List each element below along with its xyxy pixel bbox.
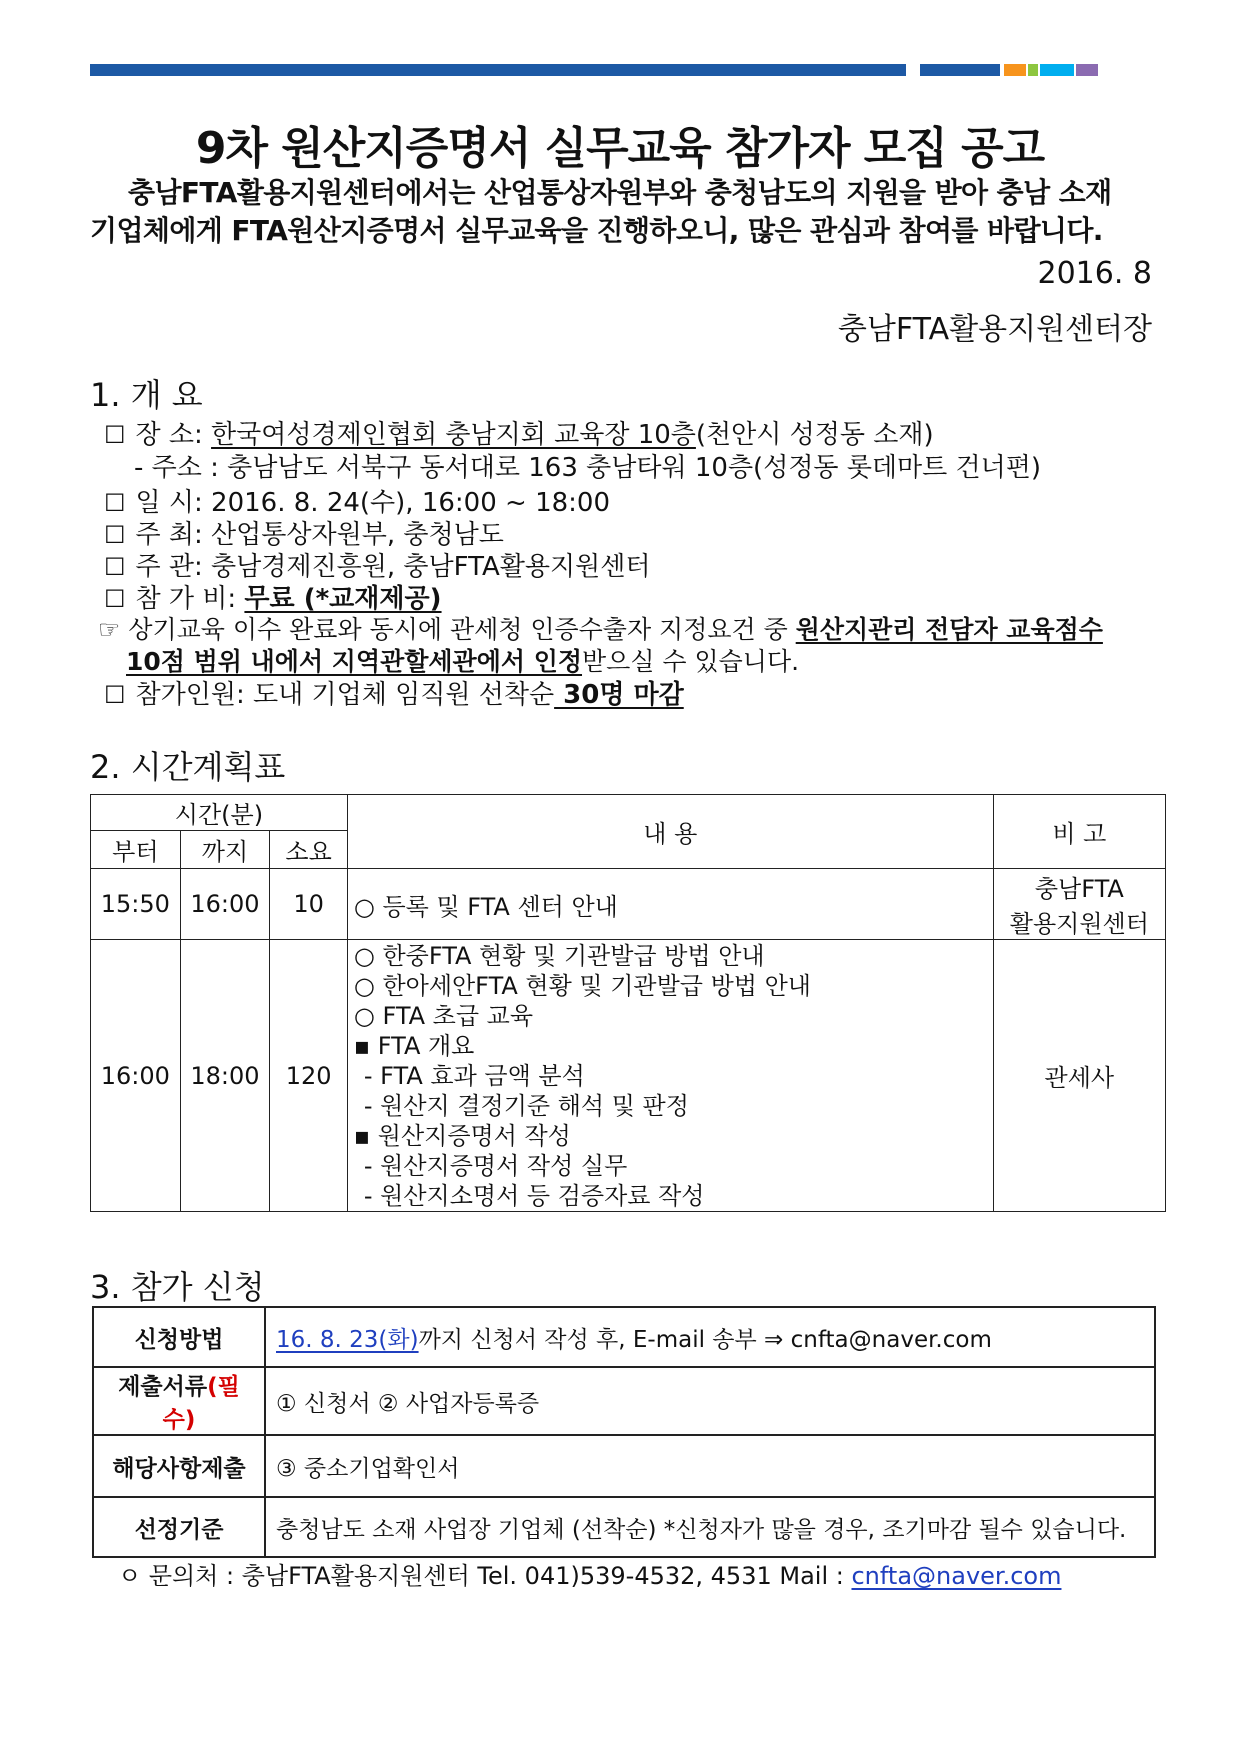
content-line: ○ 등록 및 FTA 센터 안내	[353, 892, 618, 921]
criteria-label: 선정기준	[93, 1497, 265, 1557]
fee-value: 무료 (*교재제공)	[244, 584, 442, 614]
note-text-2: 받으실 수 있습니다.	[582, 647, 800, 676]
cell-duration: 10	[270, 869, 348, 940]
col-note: 비 고	[993, 795, 1165, 869]
docs-label-cell	[93, 1367, 265, 1435]
bar-segment-green	[1028, 64, 1038, 76]
bar-segment-main	[90, 64, 906, 76]
checkbox-icon: ☐	[104, 489, 126, 517]
docs-label: 제출서류	[118, 1374, 208, 1400]
method-text: 까지 신청서 작성 후, E-mail 송부 ⇒ cnfta@naver.com	[418, 1326, 992, 1353]
method-label: 신청방법	[93, 1307, 265, 1367]
people-value: 도내 기업체 임직원 선착순	[253, 680, 555, 710]
page-title: 9차 원산지증명서 실무교육 참가자 모집 공고	[195, 123, 1045, 174]
method-deadline: 16. 8. 23(화)	[276, 1326, 419, 1353]
address-row: - 주소 : 충남남도 서북구 동서대로 163 충남타워 10층(성정동 롯데마트 건너편)	[134, 453, 1042, 483]
people-row	[104, 674, 684, 711]
bar-segment-short	[920, 64, 1000, 76]
criteria-value: 충청남도 소재 사업장 기업체 (선착순) *신청자가 많을 경우, 조기마감 될수 있습니다.	[265, 1497, 1155, 1557]
people-label: 참가인원:	[135, 680, 245, 710]
method-cell	[265, 1307, 1155, 1367]
note-line-1	[98, 610, 1103, 646]
cell-to: 18:00	[180, 940, 270, 1212]
schedule-table	[90, 794, 1166, 1212]
place-note: (천안시 성정동 소재)	[695, 420, 934, 450]
cell-content	[347, 940, 993, 1212]
organizer-value: 충남경제진흥원, 충남FTA활용지원센터	[211, 552, 651, 582]
organizer-signature: 충남FTA활용지원센터장	[837, 312, 1152, 347]
checkbox-icon: ☐	[104, 421, 126, 449]
section2-heading: 2. 시간계획표	[90, 748, 286, 786]
place-label: 장 소:	[135, 420, 203, 450]
checkbox-icon: ☐	[104, 681, 126, 709]
section3-heading: 3. 참가 신청	[90, 1268, 265, 1306]
content-line: ▪ FTA 개요	[353, 1031, 475, 1060]
contact-email-link[interactable]: cnfta@naver.com	[851, 1562, 1062, 1590]
col-from: 부터	[91, 831, 181, 869]
table-row	[91, 940, 1166, 1212]
col-to: 까지	[180, 831, 270, 869]
content-line: ○ 한아세안FTA 현황 및 기관발급 방법 안내	[353, 971, 811, 1000]
docs-required: (필수)	[162, 1374, 240, 1433]
contact-info	[118, 1556, 1061, 1591]
fee-label: 참 가 비:	[135, 584, 237, 614]
docs-value: ① 신청서 ② 사업자등록증	[265, 1367, 1155, 1435]
content-line: - 원산지 결정기준 해석 및 판정	[363, 1091, 689, 1120]
bar-segment-purple	[1076, 64, 1098, 76]
place-value: 한국여성경제인협회 충남지회 교육장 10층	[211, 420, 696, 450]
cell-from: 16:00	[91, 940, 181, 1212]
people-limit: 30명 마감	[554, 680, 684, 710]
host-value: 산업통상자원부, 충청남도	[211, 520, 504, 550]
content-line: ○ FTA 초급 교육	[353, 1001, 534, 1030]
organizer-label: 주 관:	[135, 552, 203, 582]
notice-date: 2016. 8	[1037, 256, 1152, 291]
col-duration: 소요	[270, 831, 348, 869]
col-time: 시간(분)	[91, 795, 348, 831]
content-line: - FTA 효과 금액 분석	[363, 1061, 585, 1090]
note-text: ☞ 상기교육 이수 완료와 동시에 관세청 인증수출자 지정요건 중	[98, 615, 796, 644]
cell-content	[347, 869, 993, 940]
checkbox-icon: ☐	[104, 521, 126, 549]
intro-line-2: 기업체에게 FTA원산지증명서 실무교육을 진행하오니, 많은 관심과 참여를 바랍니다.	[90, 214, 1103, 247]
note-line: 충남FTA	[1034, 875, 1124, 903]
bar-segment-cyan	[1040, 64, 1074, 76]
cell-to: 16:00	[180, 869, 270, 940]
cell-duration: 120	[270, 940, 348, 1212]
note-emphasis-2: 10점 범위 내에서 지역관할세관에서 인정	[126, 647, 583, 676]
host-label: 주 최:	[135, 520, 203, 550]
intro-paragraph	[90, 174, 1150, 250]
content-line: - 원산지소명서 등 검증자료 작성	[363, 1181, 705, 1210]
application-table	[92, 1306, 1156, 1558]
checkbox-icon: ☐	[104, 585, 126, 613]
note-line-2	[126, 642, 799, 678]
table-row	[91, 869, 1166, 940]
content-line: ▪ 원산지증명서 작성	[353, 1121, 571, 1150]
section1-heading: 1. 개 요	[90, 376, 203, 414]
col-content: 내 용	[347, 795, 993, 869]
date-value: 2016. 8. 24(수), 16:00 ~ 18:00	[211, 488, 611, 518]
checkbox-icon: ☐	[104, 553, 126, 581]
intro-line-1: 충남FTA활용지원센터에서는 산업통상자원부와 충청남도의 지원을 받아 충남 소재	[128, 176, 1112, 209]
note-emphasis: 원산지관리 전담자 교육점수	[795, 615, 1103, 644]
extra-label: 해당사항제출	[93, 1435, 265, 1497]
extra-value: ③ 중소기업확인서	[265, 1435, 1155, 1497]
note-line: 활용지원센터	[1009, 910, 1149, 938]
bar-segment-orange	[1004, 64, 1026, 76]
date-label: 일 시:	[135, 488, 203, 518]
contact-text: ㅇ 문의처 : 충남FTA활용지원센터 Tel. 041)539-4532, 4531 Mail :	[118, 1562, 852, 1590]
content-line: - 원산지증명서 작성 실무	[363, 1151, 628, 1180]
place-row	[104, 414, 934, 451]
cell-note: 관세사	[993, 940, 1165, 1212]
header-color-bar	[90, 64, 1110, 76]
content-line: ○ 한중FTA 현황 및 기관발급 방법 안내	[353, 941, 765, 970]
cell-note	[993, 869, 1165, 940]
cell-from: 15:50	[91, 869, 181, 940]
